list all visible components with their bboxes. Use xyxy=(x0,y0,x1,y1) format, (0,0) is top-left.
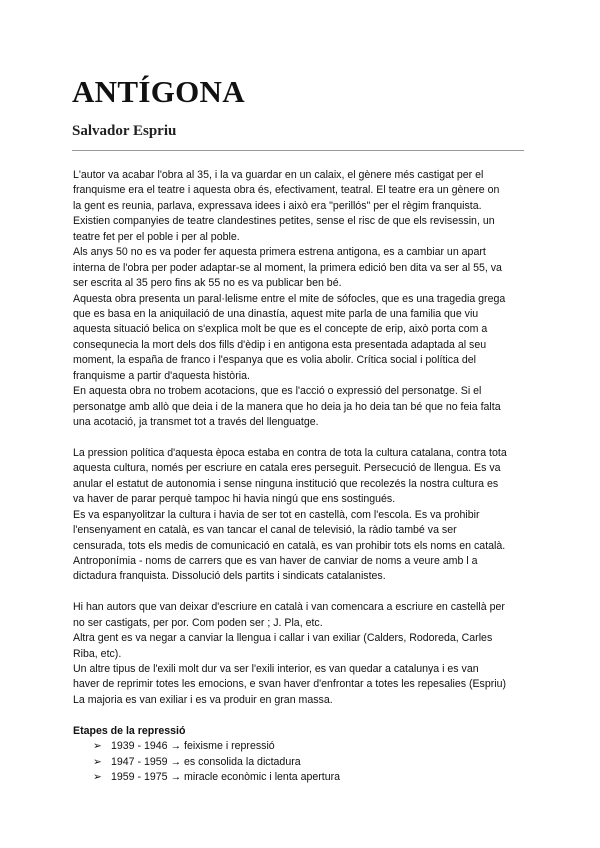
text-line: aquesta cultura, només per escriure en catala eres perseguit. Persecució de llengua. Es va xyxy=(73,462,501,475)
text-line: Es va espanyolitzar la cultura i havia de ser tot en castellà, com l'escola. Es va prohibir xyxy=(73,508,480,521)
bullet-list xyxy=(73,739,543,785)
text-line: interna de l'obra per poder adaptar-se al moment, la primera edició ben dita va ser al 55, va xyxy=(73,261,502,274)
text-line: Altra gent es va negar a canviar la llengua i callar i van exiliar (Calders, Rodoreda, Carles xyxy=(73,632,493,645)
text-line: una acotació, ja transmet tot a través del llenguatge. xyxy=(73,416,319,428)
arrow-bullet-icon: ➢ xyxy=(93,755,102,768)
text-line: La pression política d'aquesta època estaba en contra de tota la cultura catalana, contra tota xyxy=(73,446,507,459)
text-line: L'autor va acabar l'obra al 35, i la va guardar en un calaix, el gènere més castigat per el xyxy=(73,169,484,181)
text-line: va haver de parar perquè tampoc hi havia ningú que ens sostingués. xyxy=(73,493,396,506)
text-line: ser escrita al 35 pero fins ak 55 no es va publicar ben bé. xyxy=(73,277,342,290)
text-line: no ser castigats, per por. Com poden ser ; J. Pla, etc. xyxy=(73,616,323,629)
text-line: Hi han autors que van deixar d'escriure en català i van comencara a escriure en castellà per xyxy=(73,601,505,614)
paragraph xyxy=(73,600,543,708)
bullet-text: 1947 - 1959 → es consolida la dictadura xyxy=(111,755,301,768)
paragraph-spacer xyxy=(73,708,543,723)
text-line: dictadura franquista. Dissolució dels partits i sindicats catalanistes. xyxy=(73,570,386,583)
bullet-item xyxy=(73,739,543,754)
text-line: Antroponímia - noms de carrers que es van haver de canviar de noms a veure amb l a xyxy=(73,554,478,567)
text-line: moment, la españa de franco i l'espanya que es volia abolir. Crítica social i política del xyxy=(73,354,477,367)
document-title: ANTÍGONA xyxy=(72,74,245,109)
bullet-text: 1939 - 1946 → feixisme i repressió xyxy=(111,740,275,753)
text-line: La majoria es van exiliar i es va produir en gran massa. xyxy=(73,693,333,706)
paragraph-spacer xyxy=(73,585,543,600)
bullet-text: 1959 - 1975 → miracle econòmic i lenta apertura xyxy=(111,771,341,784)
text-line: Als anys 50 no es va poder fer aquesta primera estrena antigona, es a cambiar un apart xyxy=(73,246,486,259)
text-line: censurada, tots els medis de comunicació en català, es van prohibir tots els noms en català. xyxy=(73,539,506,552)
text-line: consequnecia la mort dels dos fills d'èdip i en antigona esta presentada adaptada al seu xyxy=(73,338,487,351)
paragraphs xyxy=(73,168,543,724)
text-line: l'ensenyament en català, es van tancar el canal de televisió, la ràdio també va ser xyxy=(73,524,457,537)
paragraph xyxy=(73,446,543,585)
text-line: aquesta situació belica on s'explica molt be que es el concepte de erip, això porta com a xyxy=(73,323,488,336)
bullet-item xyxy=(73,755,543,770)
paragraph xyxy=(73,168,543,430)
text-line: anular el estatut de autonomia i sense ninguna institució que recolezés la nostra cultura es xyxy=(73,477,499,490)
text-line: Existien companyies de teatre clandestines petites, sense el risc de que els revisessin, un xyxy=(73,215,495,228)
text-line: teatre fet per el poble i per al poble. xyxy=(73,230,240,243)
text-line: franquisme era el teatre i aquesta obra és, efectivament, teatral. El teatre era un gènere on xyxy=(73,184,500,197)
text-line: personatge amb allò que deia i de la manera que ho deia ja ho deia tan bé que no feia falta xyxy=(73,400,501,413)
text-line: franquisme a partir d'aquesta història. xyxy=(73,369,250,382)
text-line: En aquesta obra no trobem acotacions, que es l'acció o expressió del personatge. Si el xyxy=(73,385,482,398)
arrow-bullet-icon: ➢ xyxy=(93,771,102,784)
text-line: Aquesta obra presenta un paral·lelisme entre el mite de sófocles, que es una tragedia grega xyxy=(73,292,506,305)
document-body xyxy=(73,168,543,786)
text-line: Riba, etc). xyxy=(73,647,122,660)
paragraph-spacer xyxy=(73,430,543,445)
title-divider xyxy=(72,150,524,151)
section-heading: Etapes de la repressió xyxy=(73,724,186,737)
text-line: la gent es reunia, parlava, expressava idees i això era "perillós" per el règim franquista. xyxy=(73,199,482,212)
bullet-item xyxy=(73,770,543,785)
text-line: que es basa en la aniquilació de una dinastía, aquest mite parla de una familia que viu xyxy=(73,307,479,320)
arrow-bullet-icon: ➢ xyxy=(93,740,102,753)
text-line: haver de reprimir totes les emocions, e svan haver d'enfrontar a totes les repesalies (Espriu) xyxy=(73,678,507,691)
text-line: Un altre tipus de l'exili molt dur va ser l'exili interior, es van quedar a catalunya i es van xyxy=(73,663,479,675)
document-author: Salvador Espriu xyxy=(72,123,177,139)
